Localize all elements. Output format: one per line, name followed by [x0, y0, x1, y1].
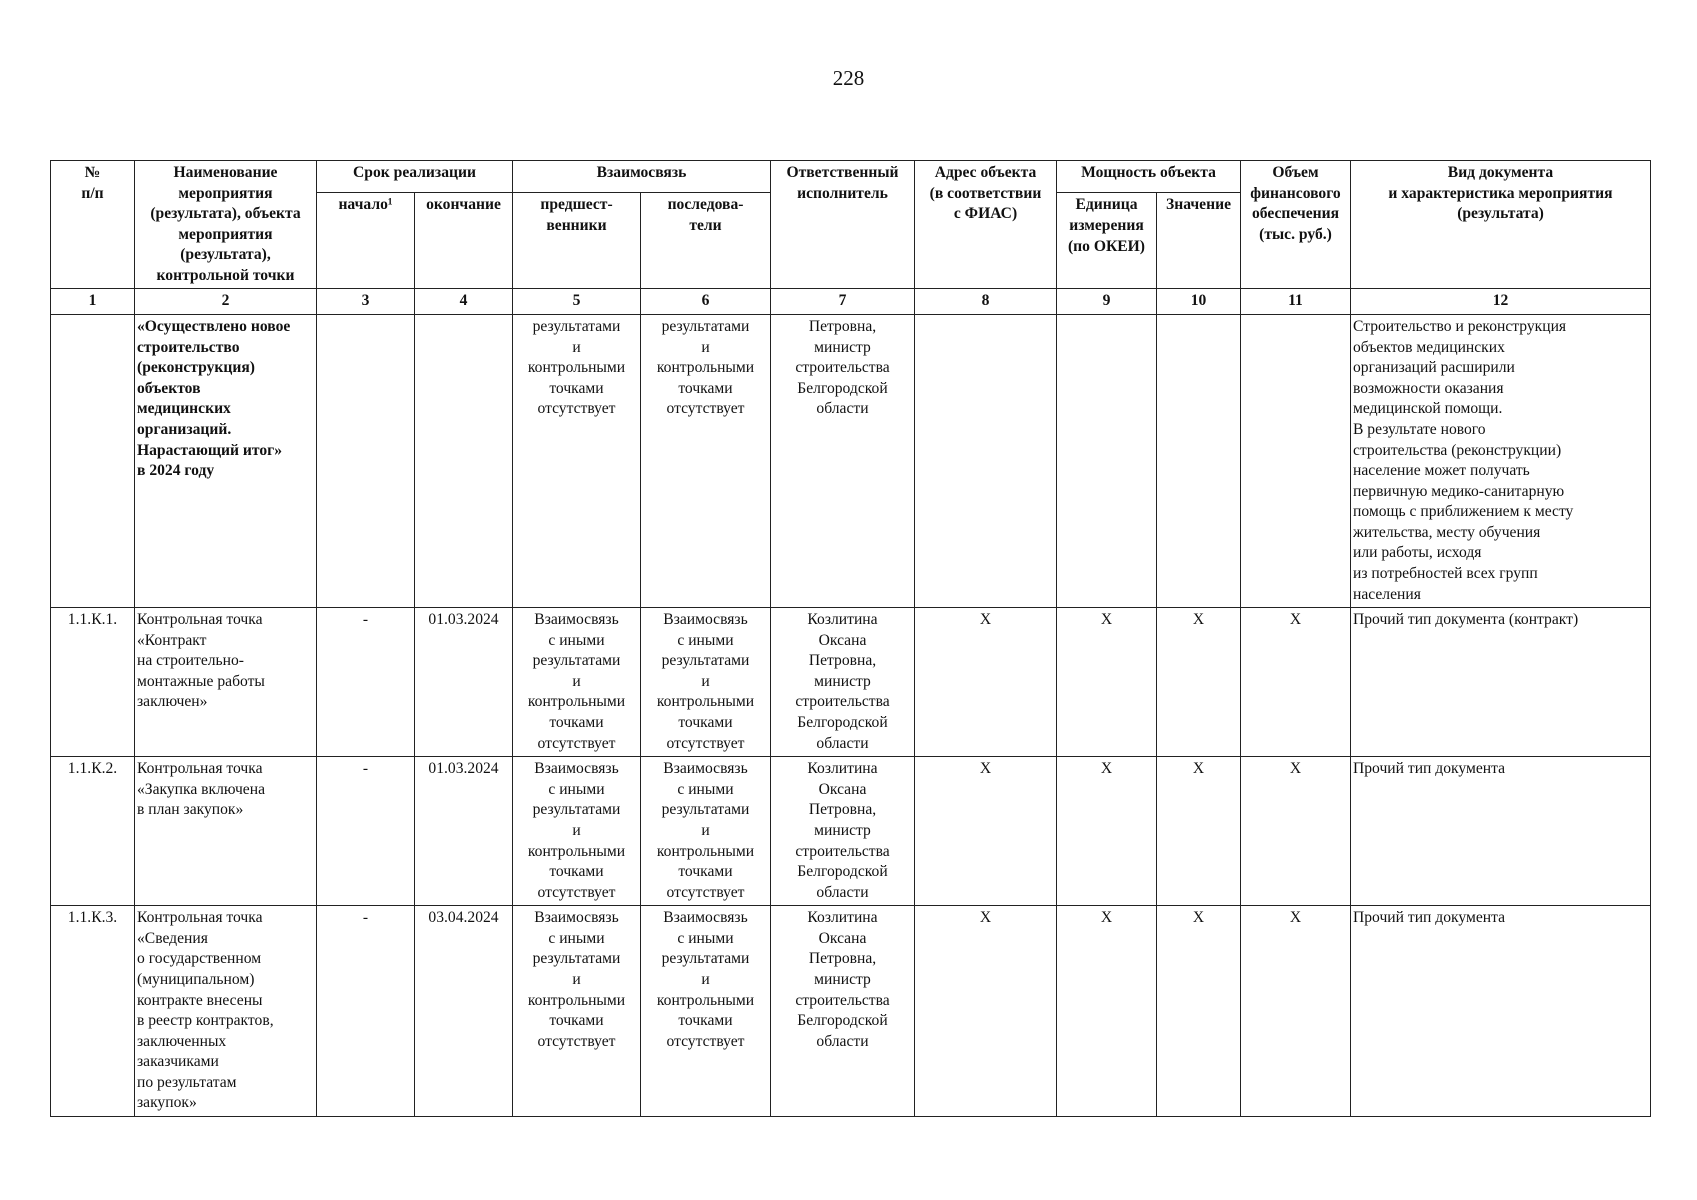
- row-address: [915, 315, 1057, 608]
- col-number: 9: [1057, 289, 1157, 315]
- row-predecessors: Взаимосвязь с иными результатами и контрольными точками отсутствует: [513, 608, 641, 757]
- header-successors: последова- тели: [641, 193, 771, 289]
- row-value: X: [1157, 906, 1241, 1117]
- row-unit: [1057, 315, 1157, 608]
- plan-table: [50, 160, 1651, 1117]
- col-number: 12: [1351, 289, 1651, 315]
- row-value: [1157, 315, 1241, 608]
- header-unit: Единица измерения (по ОКЕИ): [1057, 193, 1157, 289]
- row-unit: X: [1057, 608, 1157, 757]
- row-start: -: [317, 757, 415, 906]
- header-address: Адрес объекта (в соответствии с ФИАС): [915, 161, 1057, 289]
- row-value: X: [1157, 608, 1241, 757]
- header-value: Значение: [1157, 193, 1241, 289]
- row-responsible: Петровна, министр строительства Белгородской области: [771, 315, 915, 608]
- row-doc: Прочий тип документа (контракт): [1351, 608, 1651, 757]
- row-doc: Прочий тип документа: [1351, 757, 1651, 906]
- row-end: 01.03.2024: [415, 757, 513, 906]
- table-row: [51, 315, 1651, 608]
- row-num: [51, 315, 135, 608]
- header-end: окончание: [415, 193, 513, 289]
- header-doc: Вид документа и характеристика мероприятия (результата): [1351, 161, 1651, 289]
- row-responsible: Козлитина Оксана Петровна, министр строительства Белгородской области: [771, 906, 915, 1117]
- row-end: [415, 315, 513, 608]
- col-number: 2: [135, 289, 317, 315]
- row-start: [317, 315, 415, 608]
- row-num: 1.1.К.1.: [51, 608, 135, 757]
- row-funding: X: [1241, 757, 1351, 906]
- row-funding: X: [1241, 906, 1351, 1117]
- col-number: 7: [771, 289, 915, 315]
- row-address: X: [915, 906, 1057, 1117]
- row-unit: X: [1057, 906, 1157, 1117]
- row-name: «Осуществлено новое строительство (реконструкция) объектов медицинских организаций. Нарастающий итог» в 2024 году: [135, 315, 317, 608]
- row-name: Контрольная точка «Закупка включена в план закупок»: [135, 757, 317, 906]
- row-end: 03.04.2024: [415, 906, 513, 1117]
- row-num: 1.1.К.2.: [51, 757, 135, 906]
- col-number: 3: [317, 289, 415, 315]
- col-number: 4: [415, 289, 513, 315]
- header-predecessors: предшест- венники: [513, 193, 641, 289]
- col-number: 8: [915, 289, 1057, 315]
- row-predecessors: Взаимосвязь с иными результатами и контрольными точками отсутствует: [513, 757, 641, 906]
- header-period: Срок реализации: [317, 161, 513, 193]
- row-doc: Строительство и реконструкция объектов медицинских организаций расширили возможности оказания медицинской помощи. В результате нового строительства (реконструкции) население может получать первичную медико-санитарную помощь с приближением к месту жительства, месту обучения или работы, исходя из потребностей всех групп населения: [1351, 315, 1651, 608]
- row-responsible: Козлитина Оксана Петровна, министр строительства Белгородской области: [771, 608, 915, 757]
- row-num: 1.1.К.3.: [51, 906, 135, 1117]
- row-funding: [1241, 315, 1351, 608]
- row-funding: X: [1241, 608, 1351, 757]
- column-numbers-row: [51, 289, 1651, 315]
- row-successors: Взаимосвязь с иными результатами и контрольными точками отсутствует: [641, 757, 771, 906]
- header-name: Наименование мероприятия (результата), объекта мероприятия (результата), контрольной точки: [135, 161, 317, 289]
- header-row-1: [51, 161, 1651, 193]
- col-number: 6: [641, 289, 771, 315]
- row-address: X: [915, 608, 1057, 757]
- row-name: Контрольная точка «Контракт на строительно- монтажные работы заключен»: [135, 608, 317, 757]
- col-number: 11: [1241, 289, 1351, 315]
- row-start: -: [317, 906, 415, 1117]
- row-start: -: [317, 608, 415, 757]
- row-successors: Взаимосвязь с иными результатами и контрольными точками отсутствует: [641, 906, 771, 1117]
- col-number: 1: [51, 289, 135, 315]
- row-end: 01.03.2024: [415, 608, 513, 757]
- row-address: X: [915, 757, 1057, 906]
- row-successors: результатами и контрольными точками отсутствует: [641, 315, 771, 608]
- row-responsible: Козлитина Оксана Петровна, министр строительства Белгородской области: [771, 757, 915, 906]
- header-funding: Объем финансового обеспечения (тыс. руб.): [1241, 161, 1351, 289]
- row-predecessors: Взаимосвязь с иными результатами и контрольными точками отсутствует: [513, 906, 641, 1117]
- header-relation: Взаимосвязь: [513, 161, 771, 193]
- row-doc: Прочий тип документа: [1351, 906, 1651, 1117]
- header-start: начало¹: [317, 193, 415, 289]
- table-row: [51, 906, 1651, 1117]
- header-capacity: Мощность объекта: [1057, 161, 1241, 193]
- page-number: 228: [832, 66, 865, 90]
- row-unit: X: [1057, 757, 1157, 906]
- col-number: 5: [513, 289, 641, 315]
- row-predecessors: результатами и контрольными точками отсутствует: [513, 315, 641, 608]
- header-num: № п/п: [51, 161, 135, 289]
- header-responsible: Ответственный исполнитель: [771, 161, 915, 289]
- row-name: Контрольная точка «Сведения о государственном (муниципальном) контракте внесены в реестр контрактов, заключенных заказчиками по результатам закупок»: [135, 906, 317, 1117]
- table-row: [51, 757, 1651, 906]
- table-row: [51, 608, 1651, 757]
- row-value: X: [1157, 757, 1241, 906]
- row-successors: Взаимосвязь с иными результатами и контрольными точками отсутствует: [641, 608, 771, 757]
- col-number: 10: [1157, 289, 1241, 315]
